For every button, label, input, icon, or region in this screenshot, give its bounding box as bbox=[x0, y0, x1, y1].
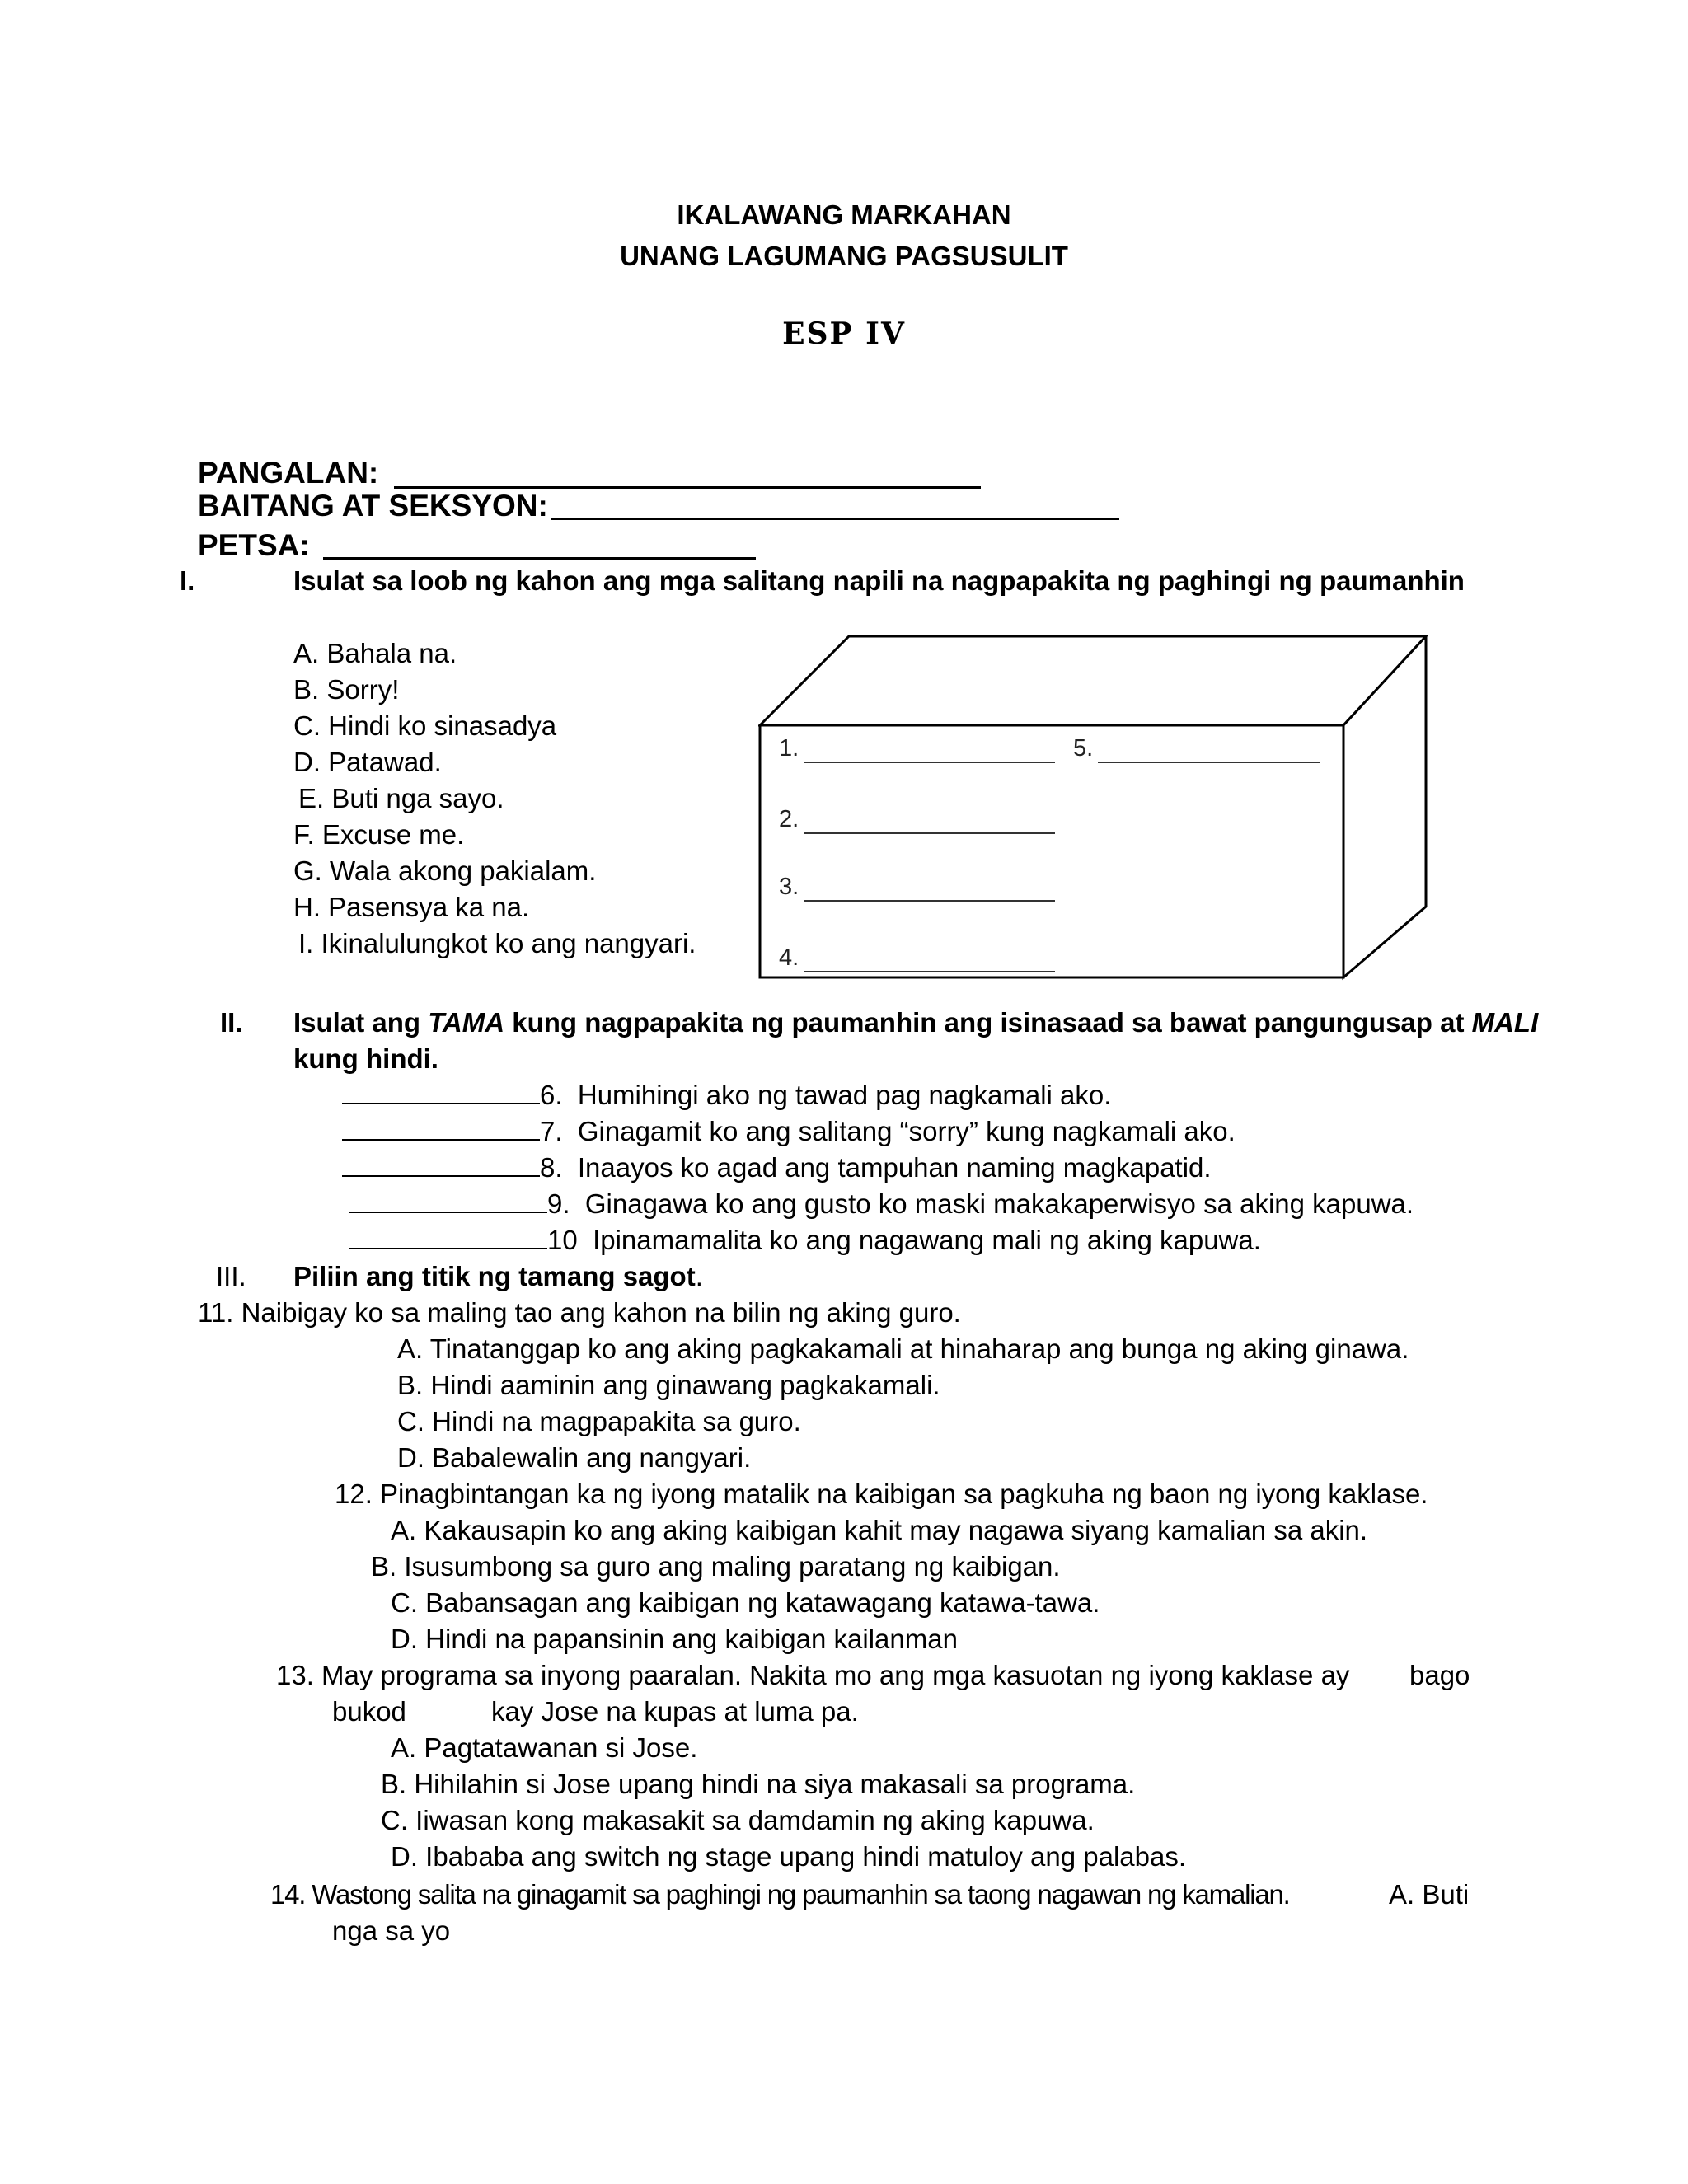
item-9: 9. Ginagawa ko ang gusto ko maski makakaperwisyo sa aking kapuwa. bbox=[349, 1188, 1414, 1220]
section-label: BAITANG AT SEKSYON: bbox=[198, 489, 548, 523]
box-slot-1-label: 1. bbox=[779, 735, 799, 762]
choice-a: A. Bahala na. bbox=[293, 638, 457, 668]
question-13-cont: kay Jose na kupas at luma pa. bbox=[491, 1696, 859, 1727]
choice-h: H. Pasensya ka na. bbox=[293, 892, 530, 922]
box-slot-2[interactable] bbox=[804, 832, 1055, 834]
box-slot-2-label: 2. bbox=[779, 806, 799, 832]
answer-blank-8[interactable] bbox=[342, 1154, 540, 1177]
choice-i: I. Ikinalulungkot ko ang nangyari. bbox=[298, 928, 696, 958]
choice-c: C. Hindi ko sinasadya bbox=[293, 710, 557, 741]
q11-option-c[interactable]: C. Hindi na magpapakita sa guro. bbox=[397, 1406, 801, 1436]
question-14-option: A. Buti bbox=[1389, 1879, 1470, 1910]
q13-option-c[interactable]: C. Iiwasan kong makasakit sa damdamin ng aking kapuwa. bbox=[381, 1805, 1095, 1835]
section-field[interactable] bbox=[551, 518, 1119, 520]
question-13: 13. May programa sa inyong paaralan. Nakita mo ang mga kasuotan ng iyong kaklase ay bbox=[276, 1660, 1350, 1690]
box-slot-1[interactable] bbox=[804, 762, 1055, 763]
part1-number: I. bbox=[180, 565, 195, 596]
header-subtitle: UNANG LAGUMANG PAGSUSULIT bbox=[620, 241, 1068, 271]
question-12: 12. Pinagbintangan ka ng iyong matalik na kaibigan sa pagkuha ng baon ng iyong kaklase. bbox=[335, 1479, 1428, 1509]
choice-g: G. Wala akong pakialam. bbox=[293, 855, 597, 886]
choice-b: B. Sorry! bbox=[293, 674, 400, 705]
box-slot-4[interactable] bbox=[804, 971, 1055, 972]
date-field[interactable] bbox=[323, 557, 756, 560]
answer-blank-9[interactable] bbox=[349, 1190, 547, 1213]
part3-number: III. bbox=[216, 1261, 246, 1291]
box-slot-3[interactable] bbox=[804, 900, 1055, 902]
answer-box bbox=[758, 635, 1434, 981]
part2-number: II. bbox=[220, 1007, 243, 1038]
question-11: 11. Naibigay ko sa maling tao ang kahon na bilin ng aking guro. bbox=[198, 1297, 961, 1328]
q13-option-a[interactable]: A. Pagtatawanan si Jose. bbox=[391, 1732, 698, 1763]
name-label: PANGALAN: bbox=[198, 456, 379, 490]
date-label: PETSA: bbox=[198, 528, 310, 562]
q11-option-d[interactable]: D. Babalewalin ang nangyari. bbox=[397, 1442, 752, 1473]
q11-option-a[interactable]: A. Tinatanggap ko ang aking pagkakamali at hinaharap ang bunga ng aking ginawa. bbox=[397, 1333, 1409, 1364]
answer-blank-10[interactable] bbox=[349, 1226, 547, 1249]
part1-instruction: Isulat sa loob ng kahon ang mga salitang napili na nagpapakita ng paghingi ng paumanhin bbox=[293, 565, 1465, 596]
answer-blank-7[interactable] bbox=[342, 1118, 540, 1141]
question-14-cont: nga sa yo bbox=[332, 1915, 451, 1946]
q12-option-c[interactable]: C. Babansagan ang kaibigan ng katawagang katawa-tawa. bbox=[391, 1587, 1100, 1618]
item-10: 10 Ipinamamalita ko ang nagawang mali ng aking kapuwa. bbox=[349, 1225, 1261, 1256]
question-13-word: bago bbox=[1409, 1660, 1470, 1690]
choice-d: D. Patawad. bbox=[293, 747, 442, 777]
question-13-word-2: bukod bbox=[332, 1696, 406, 1727]
header-title: IKALAWANG MARKAHAN bbox=[677, 199, 1011, 230]
q12-option-a[interactable]: A. Kakausapin ko ang aking kaibigan kahit may nagawa siyang kamalian sa akin. bbox=[391, 1515, 1368, 1545]
q13-option-d[interactable]: D. Ibababa ang switch ng stage upang hindi matuloy ang palabas. bbox=[391, 1841, 1187, 1872]
item-8: 8. Inaayos ko agad ang tampuhan naming magkapatid. bbox=[342, 1152, 1212, 1183]
box-slot-4-label: 4. bbox=[779, 944, 799, 971]
box-slot-5-label: 5. bbox=[1073, 735, 1094, 762]
q11-option-b[interactable]: B. Hindi aaminin ang ginawang pagkakamali. bbox=[397, 1370, 940, 1400]
part3-instruction: Piliin ang titik ng tamang sagot. bbox=[293, 1261, 703, 1291]
item-7: 7. Ginagamit ko ang salitang “sorry” kung nagkamali ako. bbox=[342, 1116, 1236, 1147]
part2-instruction: Isulat ang TAMA kung nagpapakita ng paumanhin ang isinasaad sa bawat pangungusap at MALI bbox=[293, 1007, 1539, 1038]
item-6: 6. Humihingi ako ng tawad pag nagkamali ako. bbox=[342, 1080, 1111, 1111]
choice-e: E. Buti nga sayo. bbox=[298, 783, 504, 813]
q12-option-b[interactable]: B. Isusumbong sa guro ang maling paratang ng kaibigan. bbox=[371, 1551, 1061, 1582]
q12-option-d[interactable]: D. Hindi na papansinin ang kaibigan kailanman bbox=[391, 1624, 958, 1654]
answer-blank-6[interactable] bbox=[342, 1081, 540, 1104]
question-14: 14. Wastong salita na ginagamit sa paghingi ng paumanhin sa taong nagawan ng kamalian. bbox=[270, 1879, 1290, 1910]
q13-option-b[interactable]: B. Hihilahin si Jose upang hindi na siya makasali sa programa. bbox=[381, 1769, 1136, 1799]
box-slot-5[interactable] bbox=[1098, 762, 1320, 763]
subject-title: ESP IV bbox=[782, 316, 906, 351]
choice-f: F. Excuse me. bbox=[293, 819, 465, 850]
box-slot-3-label: 3. bbox=[779, 874, 799, 900]
part2-instruction-cont: kung hindi. bbox=[293, 1043, 438, 1074]
